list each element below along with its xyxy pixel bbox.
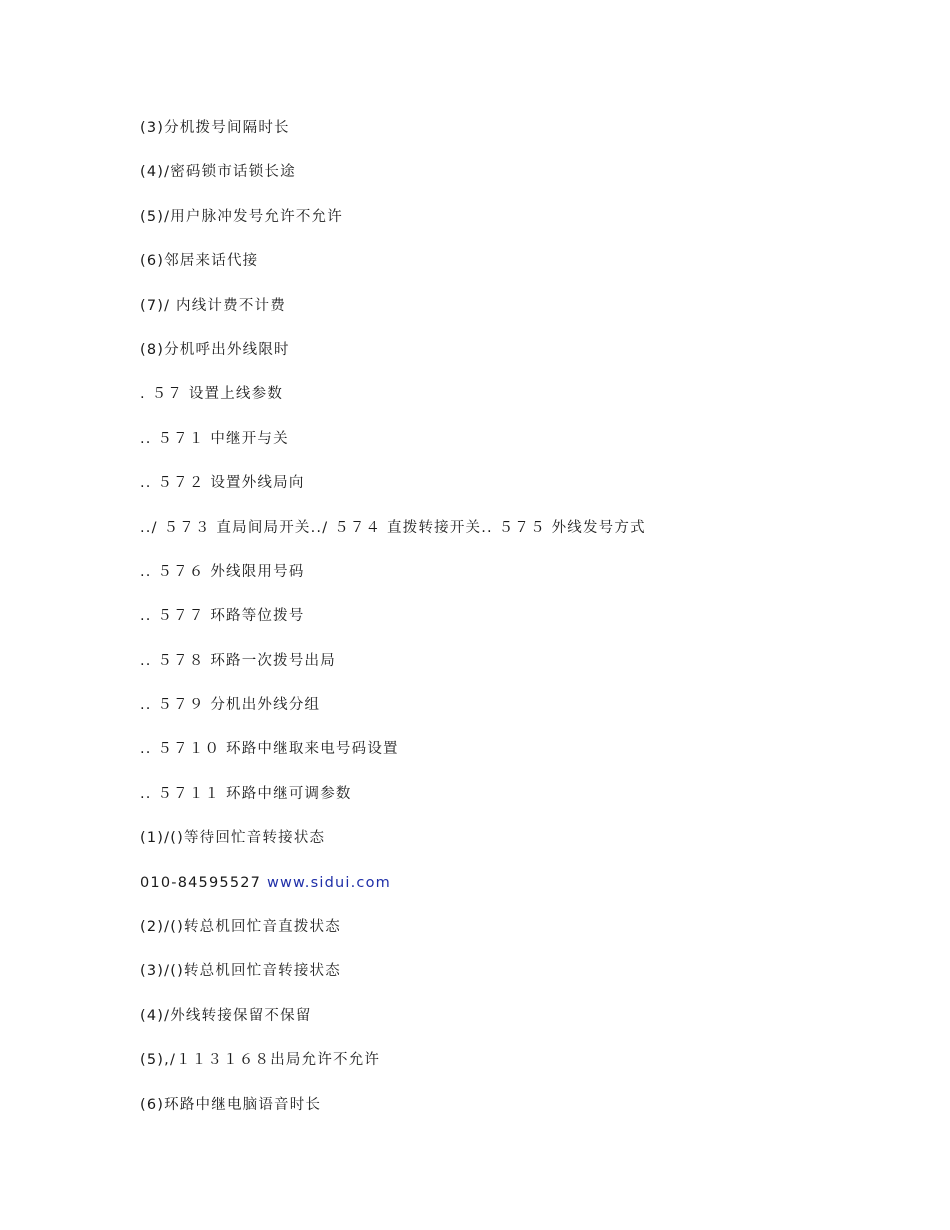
phone-number: 010-84595527 <box>140 874 262 891</box>
text-line: (5),/１１３１６８出局允许不允许 <box>140 1052 381 1069</box>
text-line: (1)/()等待回忙音转接状态 <box>140 830 326 847</box>
text-line: (2)/()转总机回忙音直拨状态 <box>140 919 341 936</box>
text-line: (7)/ 内线计费不计费 <box>140 297 286 314</box>
text-line: (6)邻居来话代接 <box>140 253 259 270</box>
website-link[interactable]: www.sidui.com <box>266 874 391 891</box>
text-line: .. ５７７ 环路等位拨号 <box>140 608 305 625</box>
text-line: ../ ５７３ 直局间局开关../ ５７４ 直拨转接开关.. ５７５ 外线发号方式 <box>140 519 646 536</box>
contact-line <box>140 870 920 914</box>
text-line: (4)/外线转接保留不保留 <box>140 1007 312 1024</box>
text-line: .. ５７１０ 环路中继取来电号码设置 <box>140 741 399 758</box>
text-line: . ５７ 设置上线参数 <box>140 386 284 403</box>
text-line: .. ５７６ 外线限用号码 <box>140 563 305 580</box>
document-page <box>140 115 920 1136</box>
text-line: (4)/密码锁市话锁长途 <box>140 164 296 181</box>
text-line: .. ５７１１ 环路中继可调参数 <box>140 785 352 802</box>
text-line: .. ５７２ 设置外线局向 <box>140 475 305 492</box>
text-line: .. ５７１ 中继开与关 <box>140 430 289 447</box>
text-line: .. ５７９ 分机出外线分组 <box>140 697 321 714</box>
text-line: (8)分机呼出外线限时 <box>140 341 290 358</box>
text-line: (3)/()转总机回忙音转接状态 <box>140 963 341 980</box>
text-line: (3)分机拨号间隔时长 <box>140 120 290 136</box>
text-line: .. ５７８ 环路一次拨号出局 <box>140 652 336 669</box>
text-line: (5)/用户脉冲发号允许不允许 <box>140 208 343 225</box>
text-line: (6)环路中继电脑语音时长 <box>140 1096 322 1113</box>
